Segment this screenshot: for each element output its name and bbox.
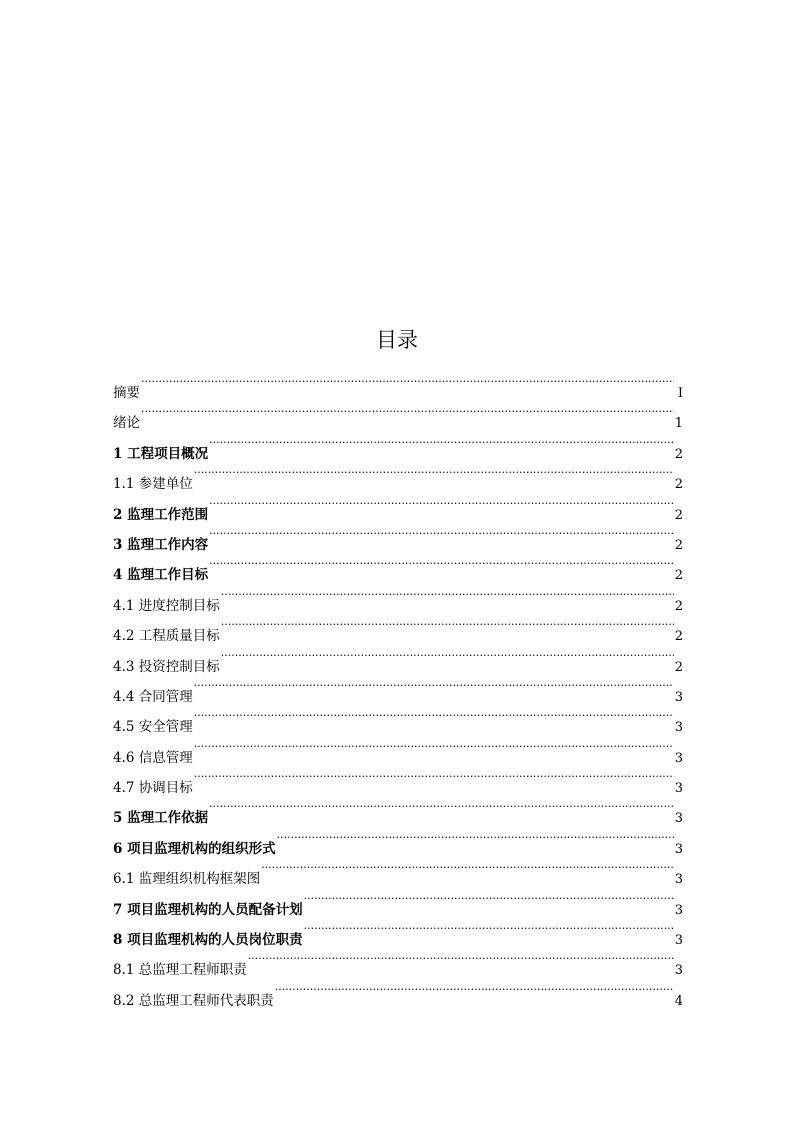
toc-entry-page-number: 2: [674, 629, 683, 645]
toc-entry[interactable]: [113, 367, 683, 401]
toc-entry-page-number: 3: [674, 902, 683, 918]
toc-entry-label: 8.1 总监理工程师职责: [113, 962, 247, 979]
toc-entry-label: 6 项目监理机构的组织形式: [113, 840, 276, 857]
toc-entry-page-number: 1: [674, 416, 683, 432]
toc-entry-page-number: 3: [674, 689, 683, 705]
toc-entry-label: 8.2 总监理工程师代表职责: [113, 992, 274, 1009]
toc-dot-leader: [141, 367, 674, 397]
toc-entry[interactable]: [113, 428, 683, 462]
toc-entry-label: 4.3 投资控制目标: [113, 658, 220, 675]
toc-dot-leader: [277, 823, 674, 853]
toc-entry[interactable]: [113, 762, 683, 797]
toc-dot-leader: [221, 641, 674, 671]
toc-entry-label: 8 项目监理机构的人员岗位职责: [113, 932, 303, 949]
toc-dot-leader: [209, 428, 674, 458]
toc-entry-page-number: 2: [674, 659, 683, 675]
toc-dot-leader: [141, 397, 674, 427]
toc-entry[interactable]: [113, 397, 683, 432]
toc-entry-label: 6.1 监理组织机构框架图: [113, 871, 261, 888]
toc-entry-page-number: 3: [674, 750, 683, 766]
toc-entry-label: 1 工程项目概况: [113, 445, 209, 462]
toc-entry-label: 2 监理工作范围: [113, 506, 209, 523]
toc-list: [113, 367, 683, 1009]
toc-dot-leader: [209, 519, 674, 549]
toc-entry-page-number: 3: [674, 720, 683, 736]
toc-dot-leader: [194, 762, 674, 792]
toc-entry-page-number: 2: [674, 598, 683, 614]
toc-entry-label: 1.1 参建单位: [113, 476, 193, 493]
toc-title: 目录: [376, 328, 418, 352]
toc-entry-page-number: 2: [674, 507, 683, 523]
toc-dot-leader: [221, 610, 674, 640]
toc-entry-page-number: 3: [674, 872, 683, 888]
toc-dot-leader: [248, 944, 674, 974]
toc-entry-page-number: 2: [674, 568, 683, 584]
toc-entry-label: 摘要: [113, 385, 140, 401]
toc-entry[interactable]: [113, 458, 683, 493]
toc-dot-leader: [304, 884, 674, 914]
toc-entry-page-number: 2: [674, 446, 683, 462]
toc-entry-label: 4 监理工作目标: [113, 567, 209, 584]
toc-entry-page-number: 3: [674, 841, 683, 857]
toc-dot-leader: [304, 914, 674, 944]
toc-entry[interactable]: [113, 792, 683, 827]
toc-dot-leader: [194, 701, 674, 731]
toc-entry-page-number: 3: [674, 781, 683, 797]
toc-entry-page-number: 2: [674, 537, 683, 553]
toc-entry[interactable]: [113, 732, 683, 766]
toc-entry-page-number: 3: [674, 811, 683, 827]
toc-entry[interactable]: [113, 489, 683, 523]
toc-entry[interactable]: [113, 671, 683, 705]
toc-entry-page-number: 3: [674, 963, 683, 979]
toc-dot-leader: [194, 458, 674, 488]
toc-dot-leader: [209, 549, 674, 579]
toc-dot-leader: [261, 853, 673, 883]
toc-entry-label: 7 项目监理机构的人员配备计划: [113, 901, 303, 918]
toc-dot-leader: [275, 975, 674, 1005]
toc-entry-label: 3 监理工作内容: [113, 536, 209, 553]
toc-entry-label: 4.5 安全管理: [113, 719, 193, 736]
toc-entry[interactable]: [113, 701, 683, 736]
toc-dot-leader: [221, 580, 674, 610]
toc-dot-leader: [209, 489, 674, 519]
toc-entry-label: 4.7 协调目标: [113, 780, 193, 797]
toc-entry-label: 绪论: [113, 415, 140, 432]
toc-entry-label: 5 监理工作依据: [113, 810, 209, 827]
toc-entry-page-number: I: [677, 386, 683, 401]
toc-entry-label: 4.4 合同管理: [113, 688, 193, 705]
toc-entry-page-number: 3: [674, 933, 683, 949]
toc-entry-label: 4.1 进度控制目标: [113, 597, 220, 614]
toc-entry-page-number: 4: [674, 993, 683, 1009]
toc-entry-label: 4.2 工程质量目标: [113, 628, 220, 645]
toc-dot-leader: [194, 671, 674, 701]
toc-dot-leader: [194, 732, 674, 762]
toc-entry-label: 4.6 信息管理: [113, 749, 193, 766]
toc-entry-page-number: 2: [674, 477, 683, 493]
toc-dot-leader: [209, 792, 674, 822]
